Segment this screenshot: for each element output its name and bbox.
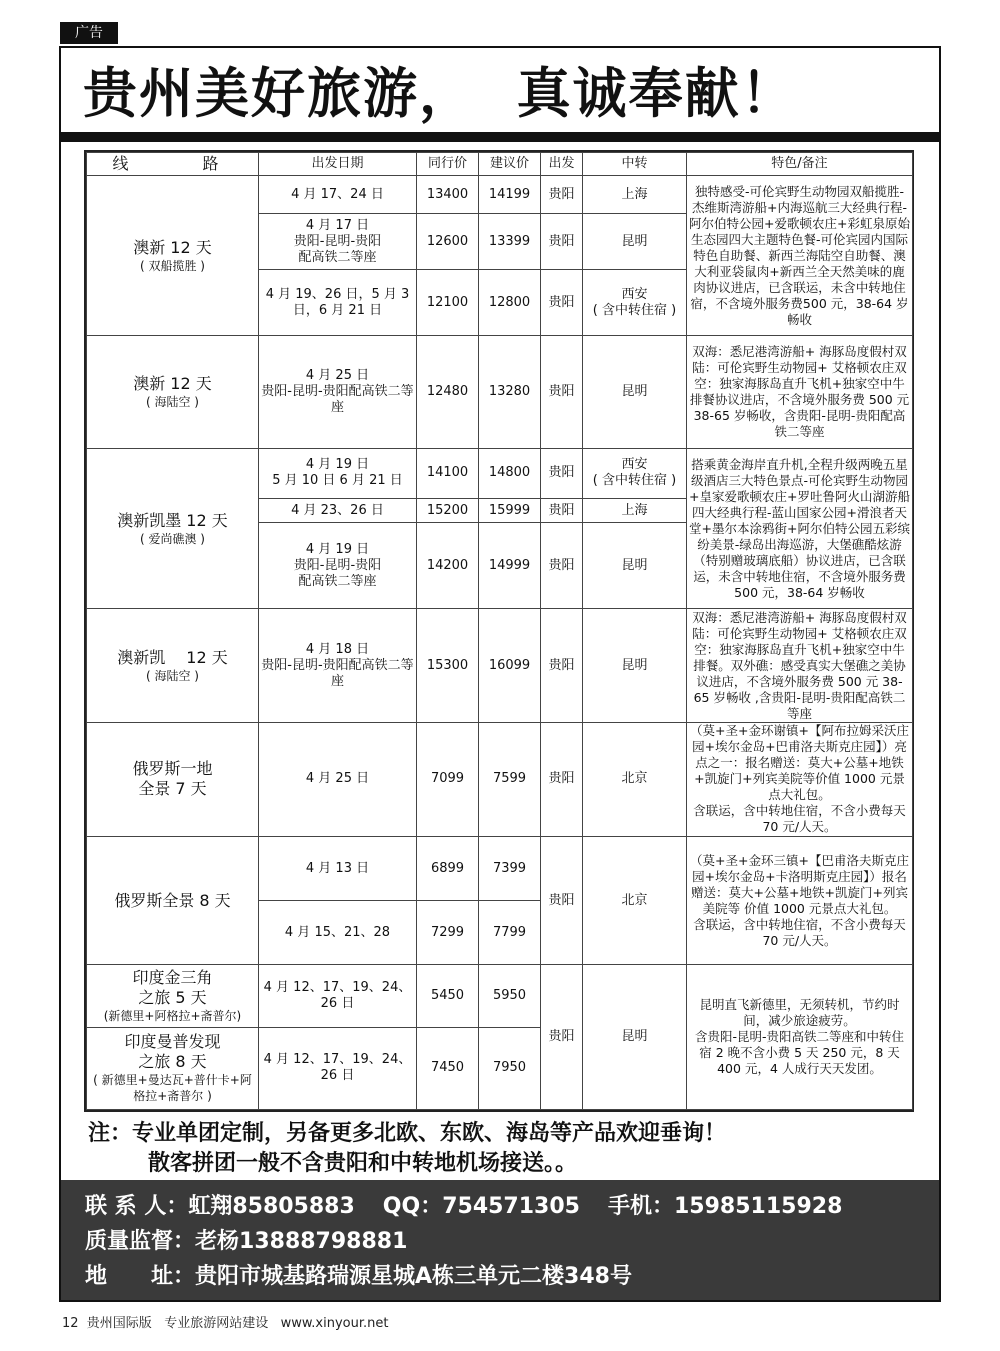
date-cell: 4 月 25 日	[259, 722, 417, 836]
date-cell: 4 月 12、17、19、24、26 日	[259, 1027, 417, 1109]
headline: 贵州美好旅游， 真诚奉献！	[83, 61, 797, 125]
transfer-city: 上海	[583, 499, 687, 523]
peer-price: 12100	[417, 270, 479, 336]
quality-row	[85, 1225, 407, 1259]
quality-value: 老杨13888798881	[195, 1229, 408, 1254]
peer-price: 7450	[417, 1027, 479, 1109]
route-note: 双海：悉尼港湾游船+ 海豚岛度假村双陆：可伦宾野生动物园+ 艾格顿农庄双空：独家海豚岛直升飞机+独家空中牛排餐。双外礁：感受真实大堡礁之美协议进店，不含境外服务费 500 元 38-65 岁畅收 ,含贵阳-昆明-贵阳配高铁二等座	[687, 609, 913, 722]
table-row	[87, 336, 913, 448]
depart-city: 贵阳	[541, 499, 583, 523]
qq-value: 754571305	[442, 1194, 580, 1219]
contact-panel	[61, 1180, 939, 1300]
date-cell: 4 月 19 日 贵阳-昆明-贵阳 配高铁二等座	[259, 523, 417, 609]
peer-price: 15200	[417, 499, 479, 523]
date-cell: 4 月 15、21、28	[259, 901, 417, 965]
header-notes: 特色/备注	[687, 153, 913, 176]
ad-tag: 广告	[60, 22, 118, 44]
route-name: 印度曼普发现 之旅 8 天	[124, 1032, 221, 1072]
route-name-cell	[87, 722, 259, 836]
route-name: 澳新凯 12 天	[117, 647, 228, 667]
retail-price: 16099	[479, 609, 541, 722]
transfer-city: 昆明	[583, 523, 687, 609]
headline-rule	[61, 132, 939, 142]
peer-price: 13400	[417, 176, 479, 214]
mobile-value: 15985115928	[674, 1194, 843, 1219]
route-note: （莫+圣+金环三镇+【巴甫洛夫斯克庄园+埃尔金岛+卡洛明斯克庄园】）报名赠送：莫大+公墓+地铁+凯旋门+列宾美院等 价值 1000 元景点大礼包。 含联运，含中转地住宿，不含小费每天 70 元/人天。	[687, 837, 913, 965]
peer-price: 7099	[417, 722, 479, 836]
footnote-line-1: 注：专业单团定制，另备更多北欧、东欧、海岛等产品欢迎垂询！	[88, 1120, 727, 1146]
date-cell: 4 月 13 日	[259, 837, 417, 901]
route-name-cell	[87, 176, 259, 336]
quality-label: 质量监督：	[85, 1229, 196, 1254]
retail-price: 7799	[479, 901, 541, 965]
address-label: 地 址：	[85, 1264, 196, 1289]
peer-price: 14200	[417, 523, 479, 609]
table-row	[87, 448, 913, 498]
peer-price: 6899	[417, 837, 479, 901]
date-cell: 4 月 19、26 日，5 月 3 日，6 月 21 日	[259, 270, 417, 336]
table-row	[87, 837, 913, 901]
retail-price: 7950	[479, 1027, 541, 1109]
date-cell: 4 月 12、17、19、24、26 日	[259, 965, 417, 1027]
date-cell: 4 月 23、26 日	[259, 499, 417, 523]
retail-price: 14199	[479, 176, 541, 214]
footnote	[88, 1118, 928, 1178]
peer-price: 7299	[417, 901, 479, 965]
routes-table	[86, 152, 913, 1110]
retail-price: 14999	[479, 523, 541, 609]
table-row	[87, 965, 913, 1027]
route-name: 澳新凯墨 12 天	[117, 510, 228, 530]
date-cell: 4 月 17 日 贵阳-昆明-贵阳 配高铁二等座	[259, 214, 417, 270]
route-note: 昆明直飞新德里，无须转机，节约时间，减少旅途疲劳。 含贵阳-昆明-贵阳高铁二等座和中转住宿 2 晚不含小费 5 天 250 元，8 天 400 元，4 人成行天天发团。	[687, 965, 913, 1110]
depart-city: 贵阳	[541, 176, 583, 214]
route-note: 独特感受-可伦宾野生动物园双船揽胜-杰维斯湾游船+内海巡航三大经典行程-阿尔伯特公园+爱歌顿农庄+彩虹泉原始生态园四大主题特色餐-可伦宾园内国际特色自助餐、新西兰海陆空自助餐、澳大利亚袋鼠肉+新西兰全天然美味的鹿肉协议进店，已含联运，未含中转地住宿，不含境外服务费500 元，38-64 岁畅收	[687, 176, 913, 336]
table-row	[87, 176, 913, 214]
header-route: 线 路	[87, 153, 259, 176]
depart-city: 贵阳	[541, 448, 583, 498]
retail-price: 5950	[479, 965, 541, 1027]
route-name-cell	[87, 965, 259, 1027]
routes-table-wrap	[84, 150, 914, 1112]
route-name-cell	[87, 1027, 259, 1109]
contact-row	[85, 1190, 842, 1224]
transfer-city: 北京	[583, 837, 687, 965]
date-cell: 4 月 25 日 贵阳-昆明-贵阳配高铁二等座	[259, 336, 417, 448]
route-subtitle: ( 海陆空 )	[146, 668, 199, 683]
header-transfer: 中转	[583, 153, 687, 176]
footnote-line-2: 散客拼团一般不含贵阳和中转地机场接送。。	[148, 1150, 578, 1176]
route-name: 俄罗斯全景 8 天	[114, 890, 231, 910]
route-subtitle: (新德里+阿格拉+斋普尔)	[103, 1009, 242, 1024]
peer-price: 12600	[417, 214, 479, 270]
route-name-cell	[87, 837, 259, 965]
transfer-city: 昆明	[583, 609, 687, 722]
depart-city: 贵阳	[541, 609, 583, 722]
route-subtitle: ( 双船揽胜 )	[140, 258, 205, 273]
route-name-cell	[87, 609, 259, 722]
retail-price: 15999	[479, 499, 541, 523]
peer-price: 12480	[417, 336, 479, 448]
contact-person-value: 虹翔85805883	[188, 1194, 355, 1219]
retail-price: 7599	[479, 722, 541, 836]
transfer-city: 西安 ( 含中转住宿 )	[583, 270, 687, 336]
header-depart: 出发	[541, 153, 583, 176]
route-subtitle: ( 新德里+曼达瓦+普什卡+阿格拉+斋普尔 )	[93, 1073, 252, 1104]
route-name: 印度金三角 之旅 5 天	[132, 968, 213, 1008]
peer-price: 15300	[417, 609, 479, 722]
depart-city: 贵阳	[541, 270, 583, 336]
mobile-label: 手机：	[607, 1194, 674, 1219]
table-header-row	[87, 153, 913, 176]
route-note: 搭乘黄金海岸直升机,全程升级两晚五星级酒店三大特色景点-可伦宾野生动物园+皇家爱歌顿农庄+罗吐鲁阿火山湖游船四大经典行程-蓝山国家公园+滑浪者天堂+墨尔本涂鸦街+阿尔伯特公园五彩缤纷美景-绿岛出海巡游，大堡礁酷炫游（特别赠玻璃底船）协议进店，已含联运，未含中转地住宿，不含境外服务费 500 元，38-64 岁畅收	[687, 448, 913, 608]
date-cell: 4 月 17、24 日	[259, 176, 417, 214]
transfer-city: 昆明	[583, 965, 687, 1110]
route-name: 澳新 12 天	[133, 374, 212, 394]
retail-price: 14800	[479, 448, 541, 498]
transfer-city: 昆明	[583, 214, 687, 270]
route-note: 双海：悉尼港湾游船+ 海豚岛度假村双陆：可伦宾野生动物园+ 艾格顿农庄双空：独家海豚岛直升飞机+独家空中牛排餐协议进店，不含境外服务费 500 元 38-65 岁畅收，含贵阳-昆明-贵阳配高铁二等座	[687, 336, 913, 448]
depart-city: 贵阳	[541, 837, 583, 965]
table-row	[87, 722, 913, 836]
table-row	[87, 609, 913, 722]
transfer-city: 昆明	[583, 336, 687, 448]
date-cell: 4 月 18 日 贵阳-昆明-贵阳配高铁二等座	[259, 609, 417, 722]
depart-city: 贵阳	[541, 722, 583, 836]
route-note: （莫+圣+金环谢镇+【阿布拉姆采沃庄园+埃尔金岛+巴甫洛夫斯克庄园】）亮点之一：报名赠送：莫大+公墓+地铁+凯旋门+列宾美院等价值 1000 元景点大礼包。 含联运，含中转地住宿，不含小费每天 70 元/人天。	[687, 722, 913, 836]
page-footer: 12 贵州国际版 专业旅游网站建设 www.xinyour.net	[62, 1316, 389, 1331]
transfer-city: 北京	[583, 722, 687, 836]
contact-person-label: 联 系 人：	[85, 1194, 189, 1219]
route-name-cell	[87, 336, 259, 448]
address-row	[85, 1260, 632, 1294]
header-retail-price: 建议价	[479, 153, 541, 176]
retail-price: 7399	[479, 837, 541, 901]
retail-price: 12800	[479, 270, 541, 336]
route-name: 澳新 12 天	[133, 237, 212, 257]
depart-city: 贵阳	[541, 523, 583, 609]
address-value: 贵阳市城基路瑞源星城A栋三单元二楼348号	[195, 1264, 632, 1289]
depart-city: 贵阳	[541, 214, 583, 270]
header-peer-price: 同行价	[417, 153, 479, 176]
route-name: 俄罗斯一地 全景 7 天	[132, 759, 213, 799]
retail-price: 13280	[479, 336, 541, 448]
date-cell: 4 月 19 日 5 月 10 日 6 月 21 日	[259, 448, 417, 498]
route-name-cell	[87, 448, 259, 608]
route-subtitle: ( 爱尚礁澳 )	[140, 531, 205, 546]
header-date: 出发日期	[259, 153, 417, 176]
route-subtitle: ( 海陆空 )	[146, 395, 199, 410]
qq-label: QQ：	[382, 1194, 443, 1219]
depart-city: 贵阳	[541, 965, 583, 1110]
retail-price: 13399	[479, 214, 541, 270]
peer-price: 5450	[417, 965, 479, 1027]
transfer-city: 上海	[583, 176, 687, 214]
depart-city: 贵阳	[541, 336, 583, 448]
transfer-city: 西安 ( 含中转住宿 )	[583, 448, 687, 498]
peer-price: 14100	[417, 448, 479, 498]
